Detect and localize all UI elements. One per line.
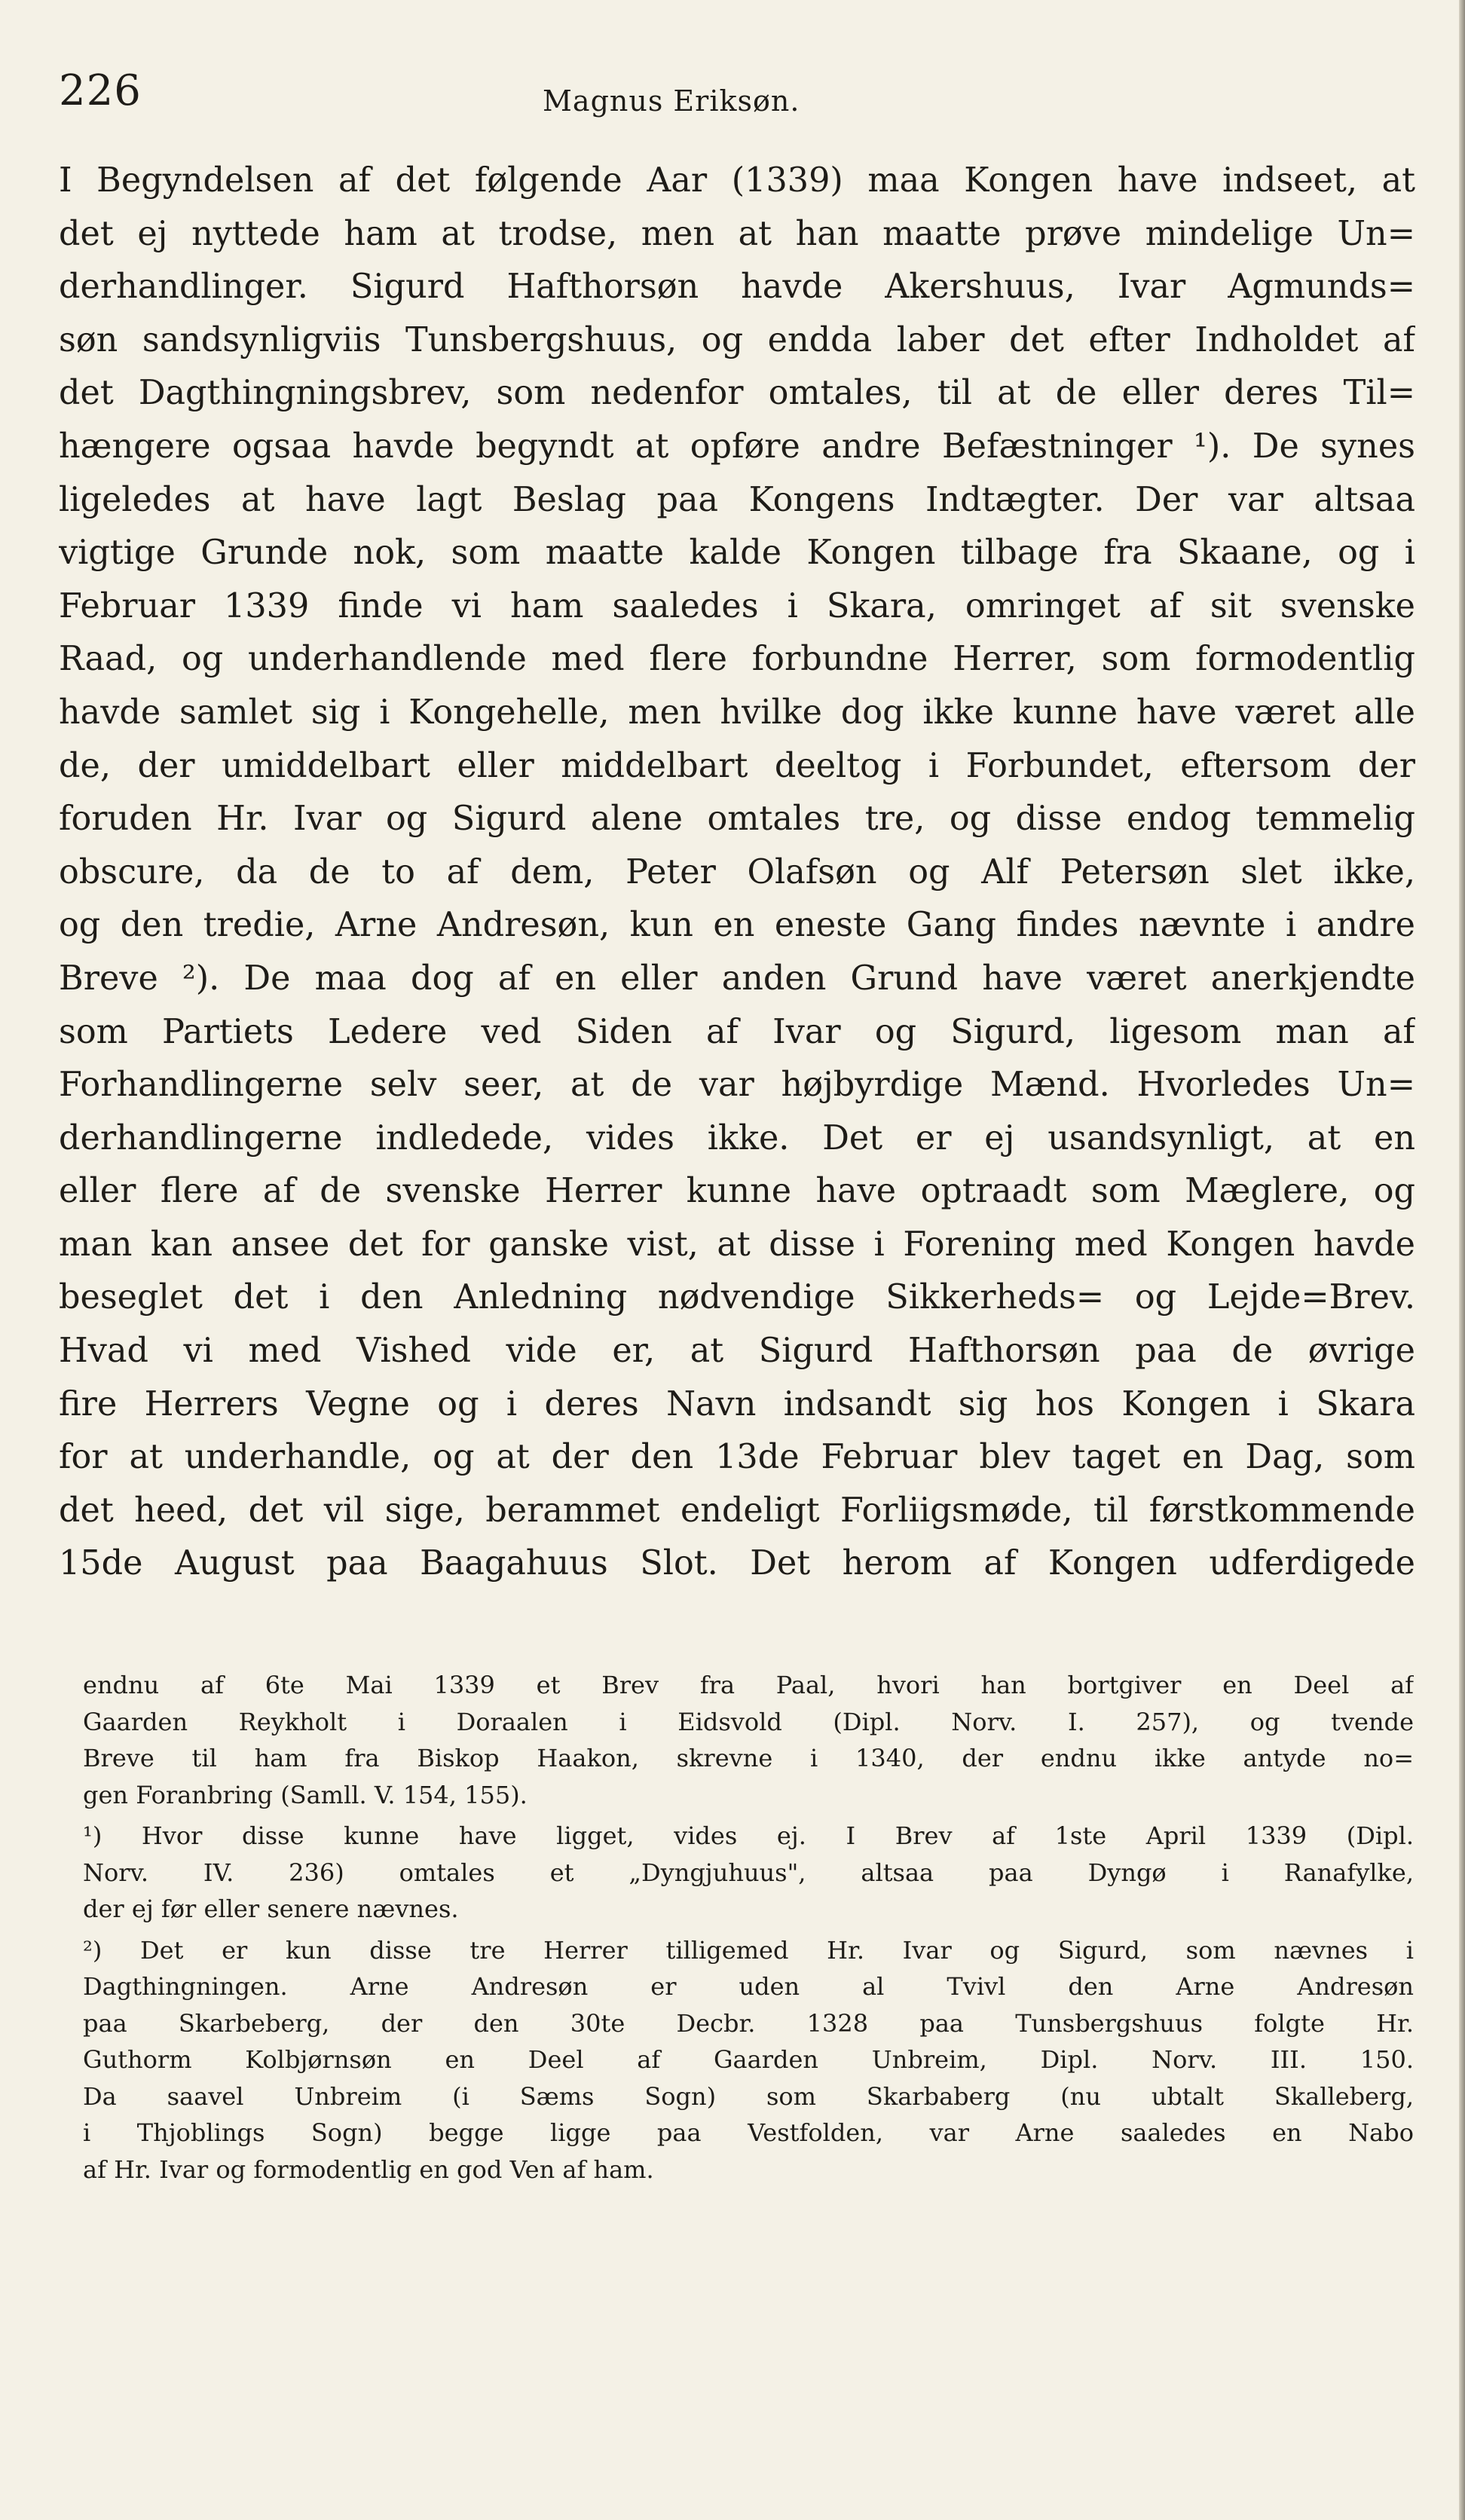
body-line: som Partiets Ledere ved Siden af Ivar og Sigurd, ligesom man af — [59, 1012, 1415, 1051]
footnote-line: ¹) Hvor disse kunne have ligget, vides ej. I Brev af 1ste April 1339 (Dipl. — [83, 1821, 1414, 1850]
footnote-continuation — [83, 1667, 1414, 1813]
body-line: Hvad vi med Vished vide er, at Sigurd Hafthorsøn paa de øvrige — [59, 1332, 1415, 1371]
running-head: Magnus Eriksøn. — [543, 84, 800, 118]
body-line: og den tredie, Arne Andresøn, kun en eneste Gang findes nævnte i andre — [59, 906, 1415, 945]
footnote-line: ²) Det er kun disse tre Herrer tilligemed Hr. Ivar og Sigurd, som nævnes i — [83, 1935, 1414, 1965]
footnote-line: paa Skarbeberg, der den 30te Decbr. 1328 paa Tunsbergshuus folgte Hr. — [83, 2008, 1414, 2038]
body-line: det ej nyttede ham at trodse, men at han maatte prøve mindelige Un= — [59, 214, 1415, 253]
footnote-2 — [83, 1932, 1414, 2188]
footnote-line: Dagthingningen. Arne Andresøn er uden al Tvivl den Arne Andresøn — [83, 1972, 1414, 2001]
body-line: fire Herrers Vegne og i deres Navn indsandt sig hos Kongen i Skara — [59, 1384, 1415, 1424]
footnote-line: endnu af 6te Mai 1339 et Brev fra Paal, hvori han bortgiver en Deel af — [83, 1671, 1414, 1699]
body-line: obscure, da de to af dem, Peter Olafsøn og Alf Petersøn slet ikke, — [59, 852, 1415, 891]
body-line: foruden Hr. Ivar og Sigurd alene omtales tre, og disse endog temmelig — [59, 800, 1415, 839]
body-line: I Begyndelsen af det følgende Aar (1339) maa Kongen have indseet, at — [59, 161, 1415, 200]
body-line: eller flere af de svenske Herrer kunne have optraadt som Mæglere, og — [59, 1172, 1415, 1211]
footnote-line: af Hr. Ivar og formodentlig en god Ven af ham. — [83, 2155, 654, 2184]
body-line: Februar 1339 finde vi ham saaledes i Skara, omringet af sit svenske — [59, 586, 1415, 625]
page-number: 226 — [59, 66, 142, 115]
footnote-line: Guthorm Kolbjørnsøn en Deel af Gaarden Unbreim, Dipl. Norv. III. 150. — [83, 2045, 1414, 2074]
footnote-line: Da saavel Unbreim (i Sæms Sogn) som Skarbaberg (nu ubtalt Skalleberg, — [83, 2081, 1414, 2111]
footnote-line: Breve til ham fra Biskop Haakon, skrevne i 1340, der endnu ikke antyde no= — [83, 1744, 1414, 1772]
footnotes — [83, 1667, 1414, 2188]
body-line: søn sandsynligviis Tunsbergshuus, og endda laber det efter Indholdet af — [59, 320, 1415, 359]
body-line: hængere ogsaa havde begyndt at opføre andre Befæstninger ¹). De synes — [59, 427, 1415, 466]
footnote-line: i Thjoblings Sogn) begge ligge paa Vestfolden, var Arne saaledes en Nabo — [83, 2118, 1414, 2147]
page-edge-shadow — [1459, 0, 1465, 2520]
body-line: Raad, og underhandlende med flere forbundne Herrer, som formodentlig — [59, 640, 1415, 679]
body-line: Breve ²). De maa dog af en eller anden Grund have været anerkjendte — [59, 959, 1415, 998]
body-line: beseglet det i den Anledning nødvendige Sikkerheds= og Lejde=Brev. — [59, 1278, 1415, 1317]
footnote-line: Norv. IV. 236) omtales et „Dyngjuhuus", altsaa paa Dyngø i Ranafylke, — [83, 1858, 1414, 1887]
body-line: det Dagthingningsbrev, som nedenfor omtales, til at de eller deres Til= — [59, 374, 1415, 413]
body-line: 15de August paa Baagahuus Slot. Det herom af Kongen udferdigede — [59, 1544, 1415, 1583]
body-line: for at underhandle, og at der den 13de Februar blev taget en Dag, som — [59, 1438, 1415, 1477]
body-line: Forhandlingerne selv seer, at de var højbyrdige Mænd. Hvorledes Un= — [59, 1066, 1415, 1105]
body-line: man kan ansee det for ganske vist, at disse i Forening med Kongen havde — [59, 1225, 1415, 1264]
body-line: derhandlinger. Sigurd Hafthorsøn havde Akershuus, Ivar Agmunds= — [59, 268, 1415, 307]
footnote-1 — [83, 1818, 1414, 1928]
body-line: de, der umiddelbart eller middelbart deeltog i Forbundet, eftersom der — [59, 746, 1415, 785]
footnote-line: der ej før eller senere nævnes. — [83, 1895, 459, 1923]
body-line: ligeledes at have lagt Beslag paa Kongens Indtægter. Der var altsaa — [59, 480, 1415, 519]
body-line: vigtige Grunde nok, som maatte kalde Kongen tilbage fra Skaane, og i — [59, 534, 1415, 573]
footnote-line: Gaarden Reykholt i Doraalen i Eidsvold (Dipl. Norv. I. 257), og tvende — [83, 1707, 1414, 1736]
body-line: det heed, det vil sige, berammet endeligt Forliigsmøde, til førstkommende — [59, 1491, 1415, 1530]
body-text — [59, 154, 1415, 1591]
body-line: derhandlingerne indledede, vides ikke. Det er ej usandsynligt, at en — [59, 1118, 1415, 1158]
footnote-line: gen Foranbring (Samll. V. 154, 155). — [83, 1780, 528, 1809]
body-line: havde samlet sig i Kongehelle, men hvilke dog ikke kunne have været alle — [59, 693, 1415, 732]
